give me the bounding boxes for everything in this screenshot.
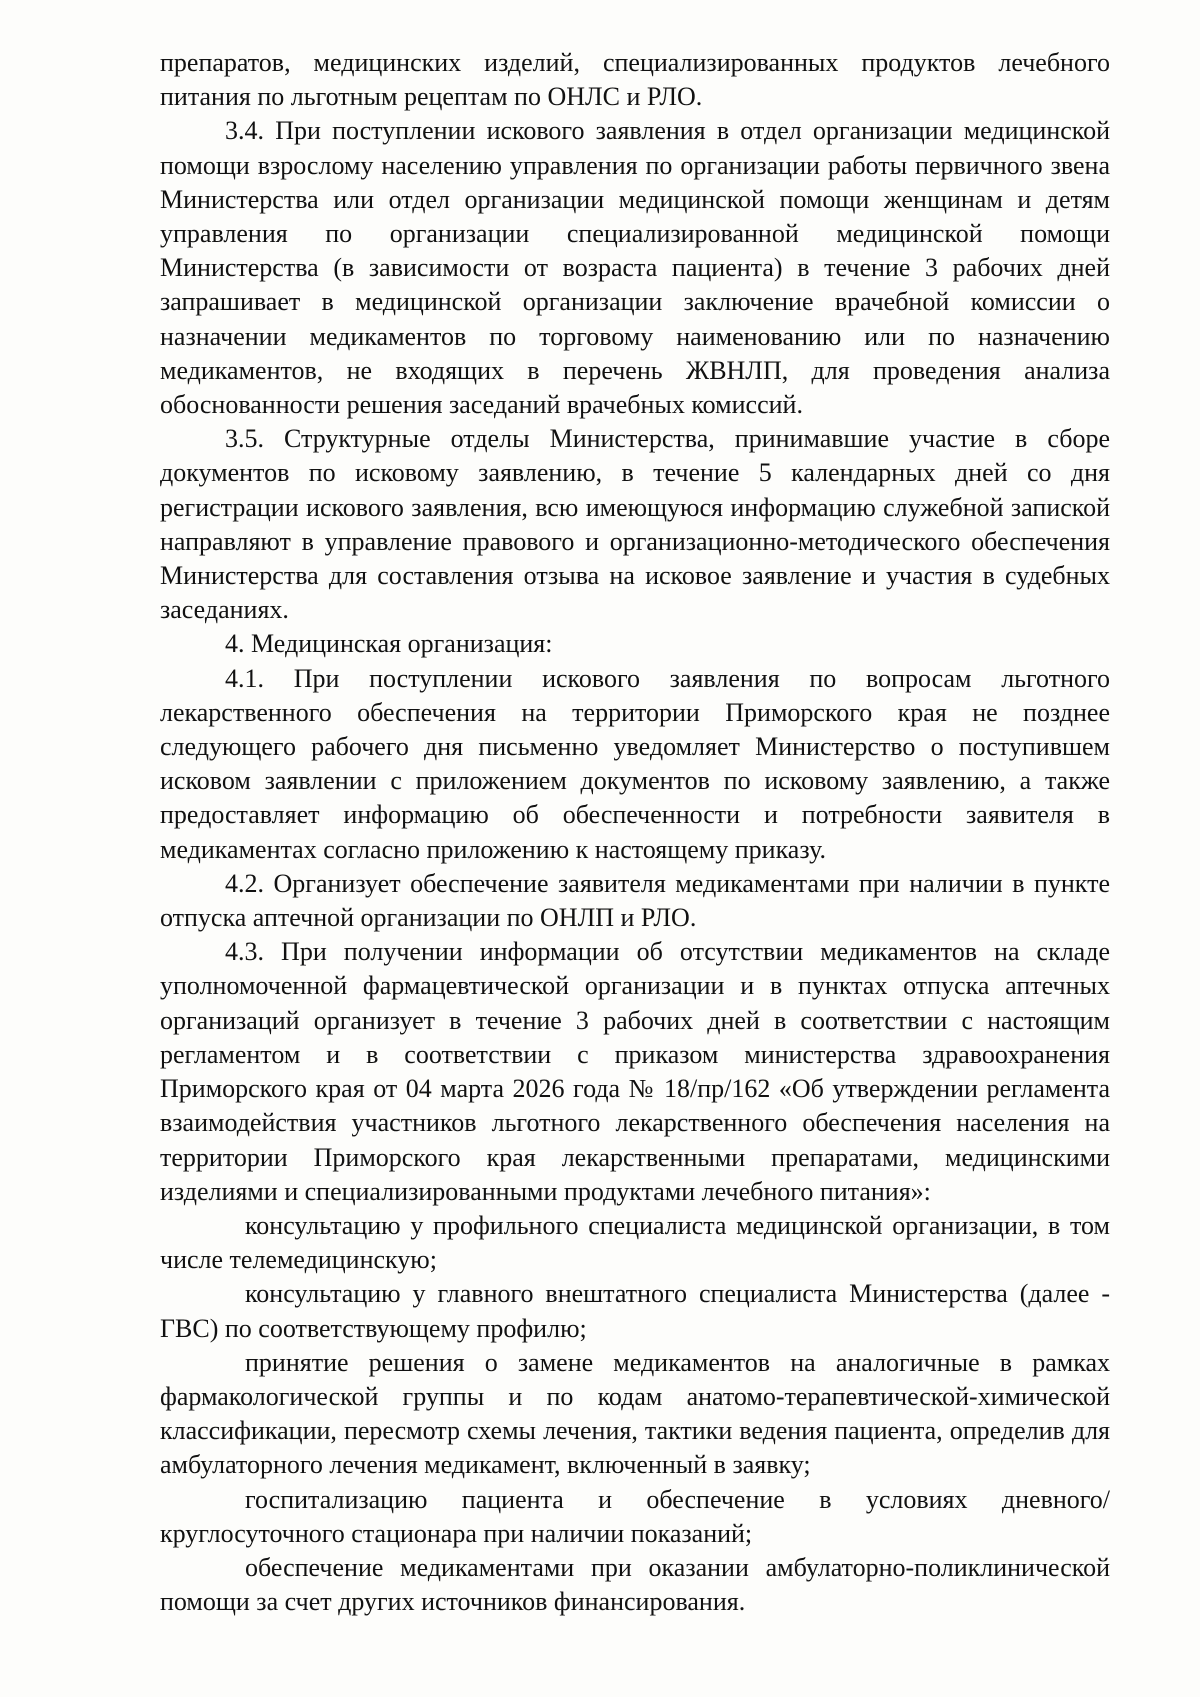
document-body <box>160 46 1110 1619</box>
paragraph-3-4: 3.4. При поступлении искового заявления в отдел организации медицинской помощи взрослому населению управления по организации работы первичного звена Министерства или отдел организации медицинской помощи женщинам и детям управления по организации специализированной медицинской помощи Министерства (в зависимости от возраста пациента) в течение 3 рабочих дней запрашивает в медицинской организации заключение врачебной комиссии о назначении медикаментов по торговому наименованию или по назначению медикаментов, не входящих в перечень ЖВНЛП, для проведения анализа обоснованности решения заседаний врачебных комиссий. <box>160 116 1110 420</box>
list-item-alternative-funding: обеспечение медикаментами при оказании амбулаторно-поликлинической помощи за счет других источников финансирования. <box>160 1552 1110 1617</box>
paragraph-3-5: 3.5. Структурные отделы Министерства, принимавшие участие в сборе документов по исковому заявлению, в течение 5 календарных дней со дня регистрации искового заявления, всю имеющуюся информацию служебной запиской направляют в управление правового и организационно-методического обеспечения Министерства для составления отзыва на исковое заявление и участия в судебных заседаниях. <box>160 424 1110 625</box>
paragraph-continuation: препаратов, медицинских изделий, специализированных продуктов лечебного питания по льготным рецептам по ОНЛС и РЛО. <box>160 48 1110 112</box>
paragraph-4-2: 4.2. Организует обеспечение заявителя медикаментами при наличии в пункте отпуска аптечной организации по ОНЛП и РЛО. <box>160 868 1110 933</box>
list-item-medication-replacement: принятие решения о замене медикаментов на аналогичные в рамках фармакологической группы и по кодам анатомо-терапевтической-химической классификации, пересмотр схемы лечения, тактики ведения пациента, определив для амбулаторного лечения медикамент, включенный в заявку; <box>160 1347 1110 1480</box>
list-item-consultation-specialist: консультацию у профильного специалиста медицинской организации, в том числе телемедицинскую; <box>160 1210 1110 1275</box>
list-item-consultation-gvs: консультацию у главного внештатного специалиста Министерства (далее - ГВС) по соответствующему профилю; <box>160 1279 1110 1343</box>
paragraph-4-1: 4.1. При поступлении искового заявления по вопросам льготного лекарственного обеспечения на территории Приморского края не позднее следующего рабочего дня письменно уведомляет Министерство о поступившем исковом заявлении с приложением документов по исковому заявлению, а также предоставляет информацию об обеспеченности и потребности заявителя в медикаментах согласно приложению к настоящему приказу. <box>160 663 1110 864</box>
section-heading-4: 4. Медицинская организация: <box>225 629 553 659</box>
paragraph-4-3: 4.3. При получении информации об отсутствии медикаментов на складе уполномоченной фармацевтической организации и в пунктах отпуска аптечных организаций организует в течение 3 рабочих дней в соответствии с настоящим регламентом и в соответствии с приказом министерства здравоохранения Приморского края от 04 марта 2026 года № 18/пр/162 «Об утверждении регламента взаимодействия участников льготного лекарственного обеспечения населения на территории Приморского края лекарственными препаратами, медицинскими изделиями и специализированными продуктами лечебного питания»: <box>160 937 1110 1206</box>
list-item-hospitalization: госпитализацию пациента и обеспечение в условиях дневного/круглосуточного стационара при наличии показаний; <box>160 1484 1110 1548</box>
